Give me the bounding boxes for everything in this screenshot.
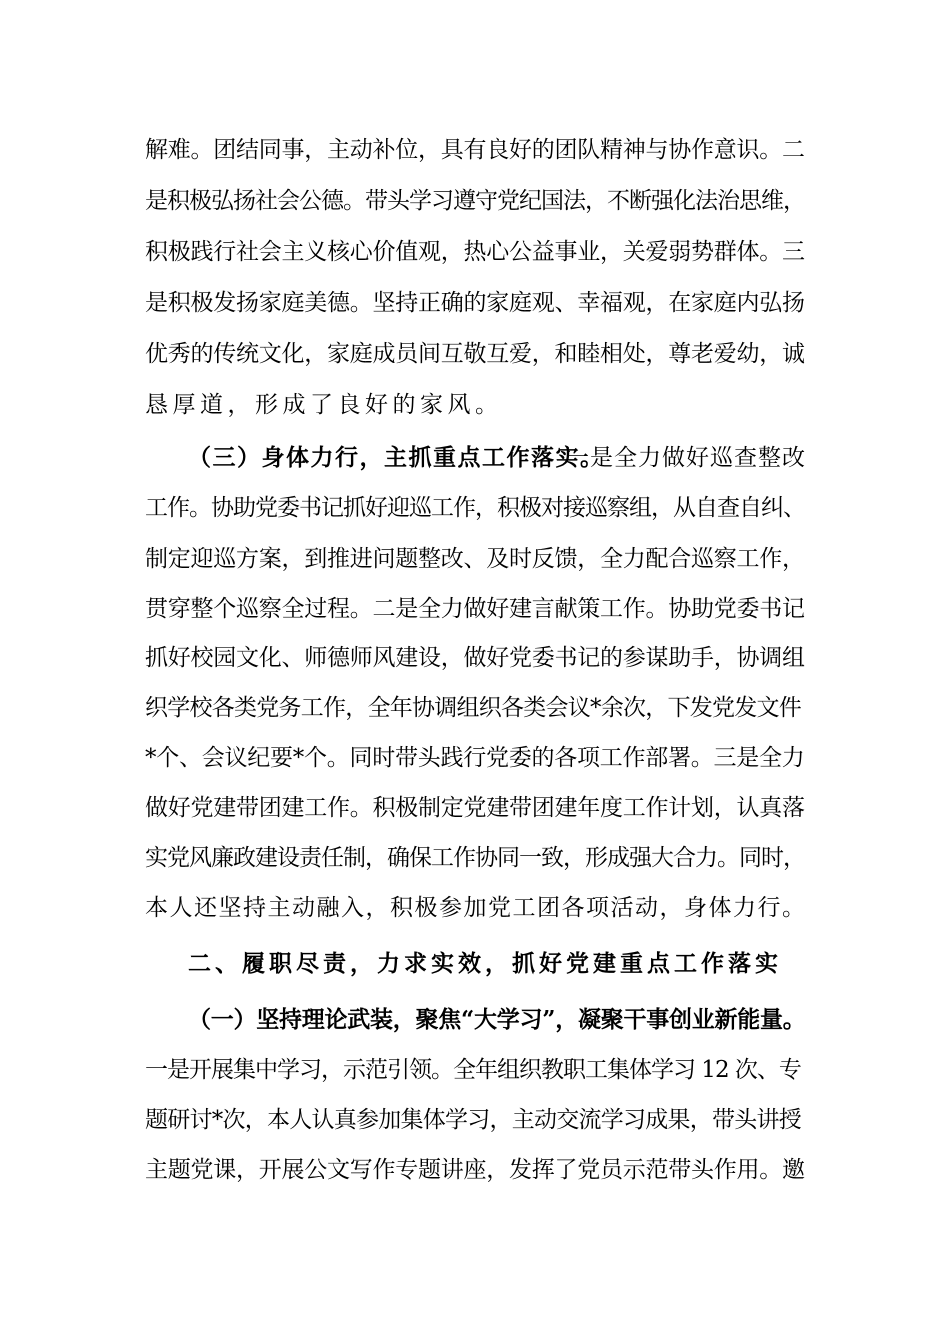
paragraph-line bbox=[0, 130, 950, 170]
text-run: 制定迎巡方案，到推进问题整改、及时反馈，全力配合巡察工作， bbox=[145, 546, 805, 572]
paragraph-line bbox=[0, 1050, 950, 1090]
text-run: 工作。协助党委书记抓好迎巡工作，积极对接巡察组，从自查自纠、 bbox=[145, 495, 805, 521]
text-run: 恳厚道，形成了良好的家风。 bbox=[145, 392, 503, 418]
paragraph-line bbox=[0, 488, 950, 528]
paragraph-line bbox=[0, 688, 950, 728]
section-heading bbox=[0, 944, 950, 984]
paragraph-line bbox=[0, 385, 950, 425]
paragraph-line bbox=[0, 283, 950, 323]
text-run: 优秀的传统文化，家庭成员间互敬互爱，和睦相处，尊老爱幼，诚 bbox=[145, 341, 805, 367]
text-run: 解难。团结同事，主动补位，具有良好的团队精神与协作意识。二 bbox=[145, 137, 805, 163]
paragraph-line bbox=[0, 788, 950, 828]
text-run: *个、会议纪要*个。同时带头践行党委的各项工作部署。三是全力 bbox=[145, 745, 805, 771]
paragraph-line bbox=[0, 838, 950, 878]
paragraph-line bbox=[0, 1100, 950, 1140]
paragraph-line bbox=[0, 589, 950, 629]
paragraph-line bbox=[0, 181, 950, 221]
subsection-heading bbox=[0, 1000, 950, 1040]
text-run: 一是开展集中学习，示范引领。全年组织教职工集体学习 12 次、专 bbox=[145, 1057, 801, 1083]
text-run: 积极践行社会主义核心价值观，热心公益事业，关爱弱势群体。三 bbox=[145, 239, 805, 265]
text-run: 题研讨*次，本人认真参加集体学习，主动交流学习成果，带头讲授 bbox=[145, 1107, 801, 1133]
text-run: 贯穿整个巡察全过程。二是全力做好建言献策工作。协助党委书记 bbox=[145, 596, 805, 622]
text-run: 做好党建带团建工作。积极制定党建带团建年度工作计划，认真落 bbox=[145, 795, 805, 821]
text-run: 抓好校园文化、师德师风建设，做好党委书记的参谋助手，协调组 bbox=[145, 645, 805, 671]
text-run: 织学校各类党务工作，全年协调组织各类会议*余次，下发党发文件 bbox=[145, 695, 801, 721]
paragraph-line bbox=[0, 334, 950, 374]
paragraph-line bbox=[0, 888, 950, 928]
paragraph-line bbox=[0, 438, 950, 478]
paragraph-line bbox=[0, 232, 950, 272]
paragraph-line bbox=[0, 1150, 950, 1190]
paragraph-line bbox=[0, 738, 950, 778]
text-run: 是积极弘扬社会公德。带头学习遵守党纪国法，不断强化法治思维， bbox=[145, 188, 805, 214]
text-run: 主题党课，开展公文写作专题讲座，发挥了党员示范带头作用。邀 bbox=[145, 1157, 805, 1183]
text-run: 是积极发扬家庭美德。坚持正确的家庭观、幸福观，在家庭内弘扬 bbox=[145, 290, 805, 316]
text-run: 一是全力做好巡查整改 bbox=[566, 445, 806, 471]
section-heading-text: 二、履职尽责，力求实效，抓好党建重点工作落实 bbox=[188, 950, 782, 977]
text-run: 实党风廉政建设责任制，确保工作协同一致，形成强大合力。同时， bbox=[145, 845, 805, 871]
paragraph-line bbox=[0, 539, 950, 579]
subsection-heading-text: （一）坚持理论武装，聚焦“大学习”，凝聚干事创业新能量。 bbox=[188, 1006, 806, 1033]
text-run: 本人还坚持主动融入，积极参加党工团各项活动，身体力行。 bbox=[145, 895, 807, 921]
section-heading-inline: （三）身体力行，主抓重点工作落实。 bbox=[188, 444, 605, 471]
paragraph-line bbox=[0, 638, 950, 678]
